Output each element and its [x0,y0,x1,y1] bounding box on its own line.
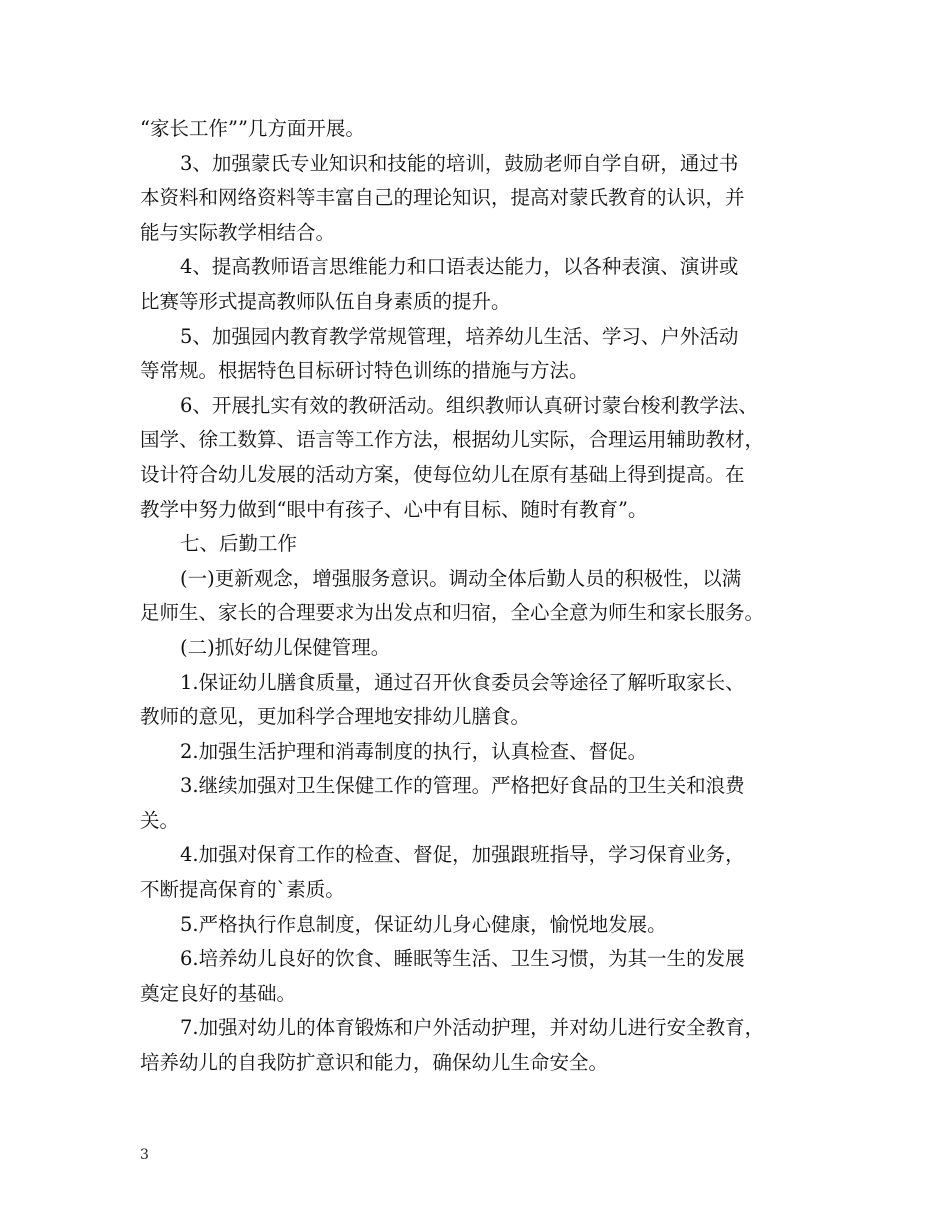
subsection-heading: (二)抓好幼儿保健管理。 [180,635,391,659]
text-line: 教学中努力做到“眼中有孩子、心中有目标、随时有教育”。 [140,497,648,521]
text-line: 培养幼儿的自我防扩意识和能力，确保幼儿生命安全。 [140,1051,609,1075]
text-line: 本资料和网络资料等丰富自己的理论知识，提高对蒙氏教育的认识，并 [140,186,745,210]
text-line: 5.严格执行作息制度，保证幼儿身心健康，愉悦地发展。 [180,912,667,936]
text-line: 足师生、家长的合理要求为出发点和归宿，全心全意为师生和家长服务。 [140,601,765,625]
text-line: 1.保证幼儿膳食质量，通过召开伙食委员会等途径了解听取家长、 [180,670,745,694]
text-line: (一)更新观念，增强服务意识。调动全体后勤人员的积极性，以满 [180,566,742,590]
text-line: 5、加强园内教育教学常规管理，培养幼儿生活、学习、户外活动 [180,324,739,348]
text-line: 关。 [140,808,180,832]
text-line: 3、加强蒙氏专业知识和技能的培训，鼓励老师自学自研，通过书 [180,151,739,175]
page-number: 3 [140,1147,149,1163]
document-body [140,112,820,1081]
text-line: 奠定良好的基础。 [140,981,297,1005]
text-line: “家长工作””几方面开展。 [140,117,365,140]
text-line: 6.培养幼儿良好的饮食、睡眠等生活、卫生习惯，为其一生的发展 [180,947,745,971]
text-line: 比赛等形式提高教师队伍自身素质的提升。 [140,289,511,313]
text-line: 2.加强生活护理和消毒制度的执行，认真检查、督促。 [180,739,648,763]
text-line: 7.加强对幼儿的体育锻炼和户外活动护理，并对幼儿进行安全教育， [180,1016,765,1040]
text-line: 4、提高教师语言思维能力和口语表达能力，以各种表演、演讲或 [180,255,739,279]
text-line: 国学、徐工数算、语言等工作方法，根据幼儿实际，合理运用辅助教材， [140,428,765,452]
text-line: 6、开展扎实有效的教研活动。组织教师认真研讨蒙台梭利教学法、 [180,393,758,417]
text-line: 教师的意见，更加科学合理地安排幼儿膳食。 [140,705,531,729]
text-line: 3.继续加强对卫生保健工作的管理。严格把好食品的卫生关和浪费 [180,774,745,798]
text-line: 不断提高保育的`素质。 [140,878,345,902]
text-line: 4.加强对保育工作的检查、督促，加强跟班指导，学习保育业务， [180,843,745,867]
section-heading: 七、后勤工作 [180,532,298,556]
text-line: 能与实际教学相结合。 [140,220,336,244]
text-line: 设计符合幼儿发展的活动方案，使每位幼儿在原有基础上得到提高。在 [140,462,745,486]
text-line: 等常规。根据特色目标研讨特色训练的措施与方法。 [140,359,589,383]
